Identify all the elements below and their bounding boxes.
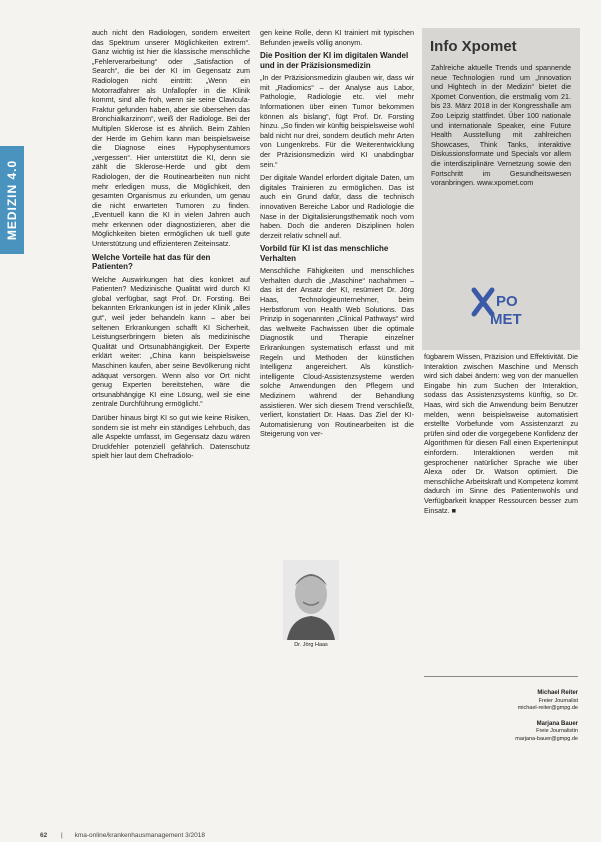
paragraph: fügbarem Wissen, Präzision und Effektivität. Die Interaktion zwischen Maschine und Mensch wird sich dabei ändern: weg von der manuellen Eingabe hin zum Suchen der Interaktion, sodass das Assistenzsystems künftig, so Dr. Haas, wird sich die Anwendung beim Benutzer melden, wenn beispielsweise automatisiert erstellte Vorbefunde vom Assistenzarzt zu prüfen sind oder die vorgegebene Konfidenz der Algorithmen für diesen Fall einen Experteninput einfordern. Interaktionen werden mit gesprochener natürlicher Sprache wie über Alexa oder Dr. Watson optimiert. Die menschliche Arbeitskraft und Kompetenz kommt dadurch im Sinne des Patientenwohls und Verfügbarkeit knapper Ressourcen besser zum Einsatz. ■ (424, 352, 578, 515)
paragraph: gen keine Rolle, denn KI trainiert mit typischen Befunden jeweils völlig anonym. (260, 28, 414, 47)
paragraph: Darüber hinaus birgt KI so gut wie keine Risiken, sondern sie ist mehr ein ständiges Lehrbuch, das alle Aspekte umfasst, im Gegensatz dazu wären Druckfehler potenziell gefährlich. Datenschutz spielt hier laut dem Chefradiolo- (92, 412, 250, 461)
author-name: Marjana Bauer (536, 720, 578, 727)
author-name: Michael Reiter (537, 690, 578, 696)
author-block (484, 690, 578, 743)
author-email: michael-reiter@gmpg.de (517, 705, 578, 711)
xpomet-logo (470, 284, 540, 328)
divider (424, 676, 578, 677)
section-tab (0, 146, 24, 254)
author-role: Freie Journalistin (536, 728, 578, 734)
subheading: Vorbild für KI ist das menschliche Verhalten (260, 244, 389, 263)
page-number: 62 (40, 832, 48, 839)
logo-text-top: PO (496, 293, 518, 310)
subheading: Die Position der KI im digitalen Wandel und in der Präzisionsmedizin (260, 51, 409, 70)
paragraph: auch nicht den Radiologen, sondern erweitert das Spektrum unserer Möglichkeiten extrem“. Ganz wichtig ist hier die klassische menschliche „Fehlerverarbeitung“ oder „Satisfaction of Search“, die bei der KI im Gegensatz zum Radiologen nicht eintritt: „Wenn ein Motorradfahrer als Unfallopfer in die Klinik kommt, sind alle froh, wenn sie seine Clavicula-Fraktur gefunden haben, aber sie übersehen das Bronchialkarzinom“, weiß der Radiologe. Bei der Multiplen Sklerose ist es ähnlich. Beim Zählen der Herde im Gehirn kann man beispielsweise die Diagnose eines Hypophysentumors „vergessen“. Hier unterstützt die KI, denn sie zählt die Sklerose-Herde und gibt dem Radiologen, der die Routinearbeiten nun nicht mehr erledigen muss, die Möglichkeit, den gesamten Organismus zu erkunden, um genau die nicht erwarteten Tumoren zu finden. „Eventuell kann die KI in vielen Jahren auch mehr erkennen oder diagnostizieren, aber die Möglichkeiten bieten ermöglichen uk tuell gute Unterstützung und effizienteren Zeiteinsatz. (92, 28, 250, 249)
paragraph: Welche Auswirkungen hat dies konkret auf Patienten? Medizinische Qualität wird durch KI global verfügbar, sagt Prof. Dr. Forsting. Bei bekannten Erkrankungen ist in jeder Klinik „alles gut“, weil jeder behandeln kann – aber bei seltenen Erkrankungen schafft KI Sicherheit, Leistungserbringern bieten als medizinische Qualität und Ortsunabhängigkeit. Der Experte erklärt weiter: „China kann beispielsweise Maschinen kaufen, aber seine Bevölkerung nicht adäquat versorgen. Wenn also vor Ort nicht genug Experten bereitstehen, wäre die ortsunabhängige KI eine Lösung, weil sie eine zentrale Durchführung ermöglicht.“ (92, 274, 250, 409)
paragraph: „In der Präzisionsmedizin glauben wir, dass wir mit „Radiomics“ – der Analyse aus Labor, Pathologie, Radiologie etc. viel mehr Informationen über einen Tumor bekommen können als bislang“, fügt Prof. Dr. Forsting hinzu. „So finden wir künftig beispielsweise wohl bald nicht nur drei, sondern deutlich mehr Arten von Lungenkrebs. Für die Weiterentwicklung der Präzisionsmedizin wird KI unabdingbar sein.“ (260, 73, 414, 169)
column-2 (260, 28, 414, 443)
column-3 (424, 352, 578, 519)
journal-name: kma-online/krankenhausmanagement 3/2018 (74, 832, 206, 839)
page-footer (40, 832, 205, 839)
subheading: Welche Vorteile hat das für den Patienten? (92, 252, 211, 272)
portrait-image (283, 560, 339, 640)
logo-text-bottom: MET (490, 311, 522, 328)
info-box-text: Zahlreiche aktuelle Trends und spannende neue Technologien rund um „Innovation und Hightech in der Medizin“ bietet die Xpomet Convention, die erstmalig vom 21. bis 23. März 2018 in der Kongresshalle am Zoo Leipzig stattfindet. Über 100 nationale und internationale Speaker, eine Future Health Ausstellung mit zahlreichen Showcases, Think Tanks, interaktive Diskussionsformate und Specials vor allem die interdisziplinäre Vernetzung sowie den Fortschritt im Gesundheitswesen voranbringen. www.xpomet.com (431, 63, 571, 188)
footer-separator: | (61, 832, 63, 839)
paragraph: Menschliche Fähigkeiten und menschliches Verhalten durch die „Maschine“ nachahmen – das ist der Ansatz der KI, resümiert Dr. Jörg Haas, Technologieunternehmer, beim Herbstforum von Health Web Solutions. Das Prinzip in sogenannten „Clinical Pathways“ wird das weltweite Fachwissen über die optimale Diagnostik und Therapie einzelner Erkrankungen systematisch erfasst und mit Regeln und Methoden der künstlichen Intelligenz angereichert. Als künstlich-intelligente Cloud-Assistenzsysteme werden solche Anwendungen den Pflegern und Medizinern während der Behandlung assistieren. Wer sich diesem Trend verschließt, verliert, konstatiert Dr. Haas. Das Ziel der KI-Automatisierung von Routinearbeiten ist die Steigerung von ver- (260, 266, 414, 439)
section-tab-label: MEDIZIN 4.0 (5, 159, 19, 241)
author-email: marjana-bauer@gmpg.de (515, 735, 578, 742)
photo-caption: Dr. Jörg Haas (294, 642, 328, 648)
author-role: Freier Journalist (538, 697, 578, 704)
portrait-photo (283, 560, 339, 650)
column-1 (92, 28, 250, 465)
paragraph: Der digitale Wandel erfordert digitale Daten, um digitales Trainieren zu ermöglichen. Das ist auch ein Grund dafür, dass die technisch innovativen Bereiche Labor und Radiologie die Nase in der Digitalisierungsthematik noch vorn haben. Doch die anderen Disziplinen holen derzeit relativ schnell auf. (260, 173, 414, 240)
info-box-title: Info Xpomet (430, 38, 517, 55)
